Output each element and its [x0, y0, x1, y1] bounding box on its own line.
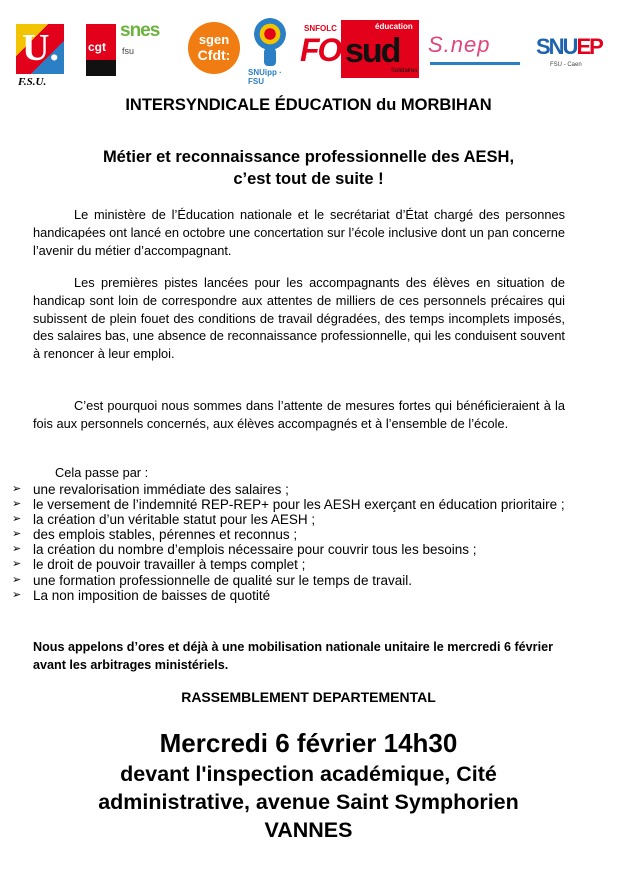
list-item: ➢ la création d’un véritable statut pour les AESH ;: [12, 512, 316, 528]
arrow-bullet-icon: ➢: [12, 483, 22, 495]
snfolc-fo-logo: SNFOLC FO: [300, 24, 341, 68]
rally-heading: RASSEMBLEMENT DEPARTEMENTAL: [181, 689, 436, 705]
arrow-bullet-icon: ➢: [12, 528, 22, 541]
list-item: ➢ une revalorisation immédiate des salaires ;: [12, 482, 289, 497]
paragraph-2: Les premières pistes lancées pour les accompagnants des élèves en situation de handicap sont loin de correspondre aux attentes de milliers de ces personnels précaires qui subissent de plein fouet des conditions de travail dégradées, des temps incomplets imposés, des salaires bas, une absence de reconnaissance professionnelle, qui les conduisent souvent à renoncer à leur emploi.: [33, 275, 565, 362]
union-logos: [0, 14, 617, 86]
snes-logo: snes fsu: [120, 20, 160, 56]
paragraph-1: Le ministère de l’Éducation nationale et le secrétariat d’État chargé des personnes handicapées ont lancé en octobre une concertation sur l’école inclusive dont un pan concerne l’avenir du métier d’accompagnant.: [33, 207, 565, 258]
list-item: ➢ La non imposition de baisses de quotité: [12, 587, 271, 603]
demands-list: [0, 483, 600, 604]
location-city: VANNES: [264, 818, 353, 842]
mobilisation-appeal: Nous appelons d’ores et déjà à une mobilisation nationale unitaire le mercredi 6 février avant les arbitrages ministériels.: [33, 640, 553, 672]
location-line-1: devant l'inspection académique, Cité: [120, 762, 497, 786]
document-heading: INTERSYNDICALE ÉDUCATION du MORBIHAN: [125, 96, 492, 114]
fsu-logo: U. F.S.U.: [16, 24, 66, 86]
event-location: [0, 760, 617, 844]
arrow-bullet-icon: ➢: [12, 573, 22, 586]
title-line-2: c’est tout de suite !: [233, 170, 384, 188]
list-item: ➢ le versement de l’indemnité REP-REP+ pour les AESH exerçant en éducation prioritaire ;: [12, 497, 565, 513]
arrow-bullet-icon: ➢: [12, 498, 22, 511]
snuipp-logo: SNUipp · FSU: [246, 14, 296, 84]
list-item: ➢ une formation professionnelle de qualité sur le temps de travail.: [12, 572, 412, 588]
list-item: ➢ la création du nombre d’emplois nécessaire pour couvrir tous les besoins ;: [12, 542, 477, 558]
arrow-bullet-icon: ➢: [12, 543, 22, 556]
cgt-logo: cgt: [86, 24, 116, 76]
sud-education-logo: éducation sud Solidaires: [341, 20, 419, 78]
arrow-bullet-icon: ➢: [12, 558, 22, 571]
arrow-bullet-icon: ➢: [12, 513, 22, 526]
list-item: ➢ des emplois stables, pérennes et reconnus ;: [12, 527, 298, 543]
list-intro: Cela passe par :: [55, 465, 149, 480]
event-date: Mercredi 6 février 14h30: [159, 728, 458, 758]
sgen-cfdt-logo: sgen Cfdt:: [188, 22, 240, 74]
snuep-logo: SNUEP FSU - Caen: [536, 34, 602, 68]
list-item: ➢ le droit de pouvoir travailler à temps complet ;: [12, 557, 306, 573]
paragraph-3: C’est pourquoi nous sommes dans l’attente de mesures fortes qui bénéficieraient à la fois aux personnels concernés, aux élèves accompagnés et à l’ensemble de l’école.: [33, 398, 565, 431]
title-line-1: Métier et reconnaissance professionnelle des AESH,: [102, 148, 515, 166]
location-line-2: administrative, avenue Saint Symphorien: [98, 790, 519, 814]
document-title: [0, 146, 617, 190]
arrow-bullet-icon: ➢: [12, 588, 22, 601]
snep-logo: S.nep: [428, 32, 532, 72]
